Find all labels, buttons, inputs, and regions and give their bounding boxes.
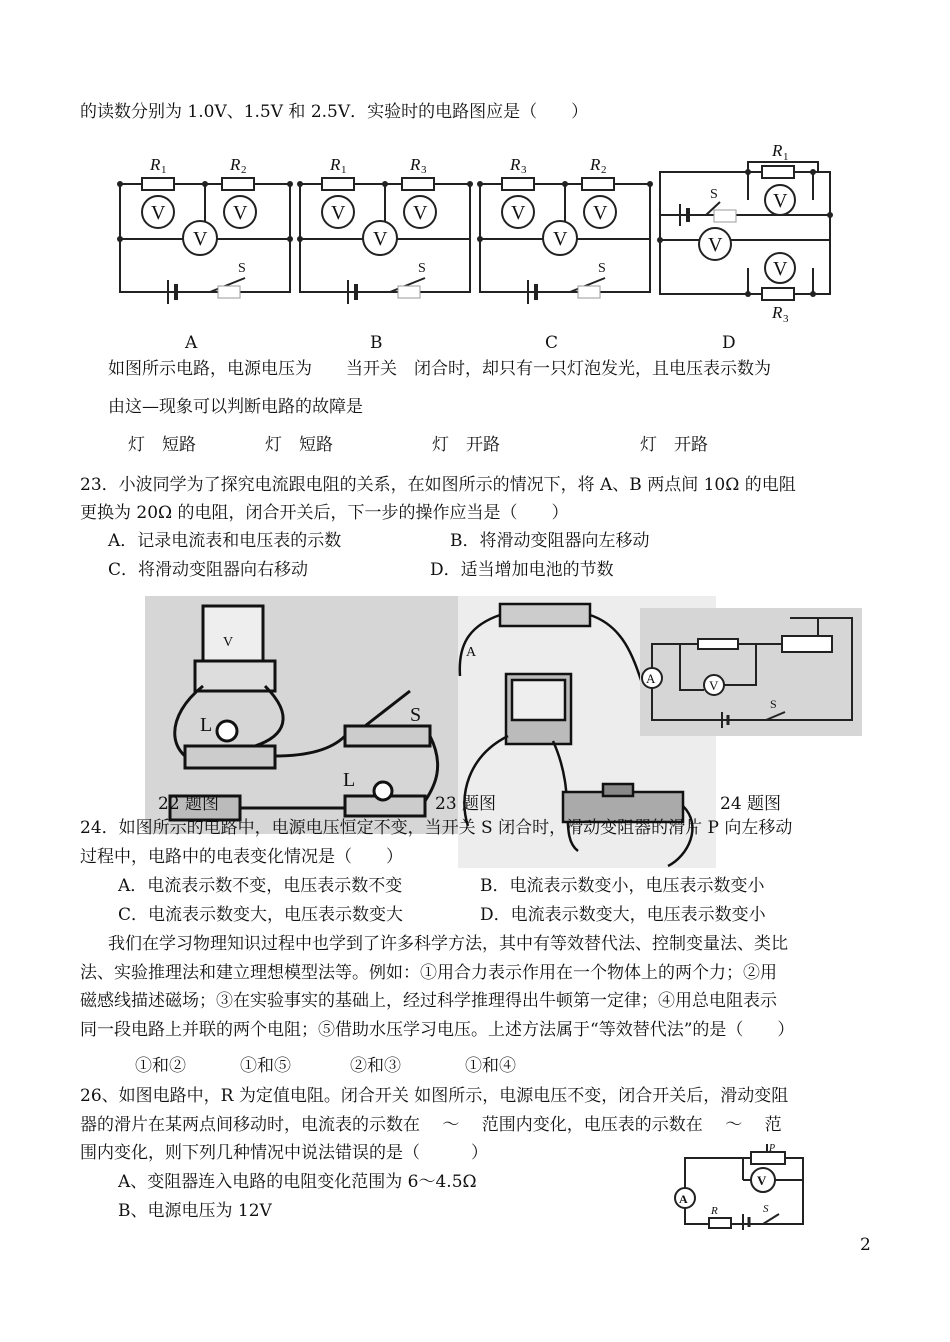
svg-text:3: 3 — [521, 164, 527, 176]
q24-option-d: D．电流表示数变大，电压表示数变小 — [480, 905, 766, 925]
q25-option-b: ①和⑤ — [240, 1056, 291, 1076]
svg-text:V: V — [223, 635, 234, 650]
q21-circuit-figures — [110, 140, 840, 330]
svg-text:1: 1 — [341, 164, 347, 176]
svg-text:3: 3 — [421, 164, 427, 176]
q24-stem-line1: 24．如图所示的电路中，电源电压恒定不变，当开关 S 闭合时，滑动变阻器的滑片 P 向左移动 — [80, 818, 793, 838]
svg-text:1: 1 — [783, 151, 789, 163]
svg-text:S: S — [238, 261, 246, 276]
q23-stem-line1: 23．小波同学为了探究电流跟电阻的关系，在如图所示的情况下，将 A、B 两点间 10Ω 的电阻 — [80, 475, 796, 495]
q21-label-d: D — [722, 333, 736, 353]
q22-option-c: 灯 开路 — [432, 435, 500, 455]
q22-option-d: 灯 开路 — [640, 435, 708, 455]
q26-option-a: A、变阻器连入电路的电阻变化范围为 6～4.5Ω — [118, 1172, 477, 1192]
svg-text:P: P — [769, 1143, 776, 1154]
q26-circuit — [665, 1142, 805, 1230]
svg-text:3: 3 — [783, 313, 789, 325]
q26-line2: 器的滑片在某两点间移动时，电流表的示数在 ～ 范围内变化，电压表的示数在 ～ 范 — [80, 1115, 782, 1135]
q25-option-d: ①和④ — [465, 1056, 516, 1076]
svg-text:R: R — [410, 155, 421, 174]
svg-text:S: S — [770, 697, 777, 711]
svg-text:V: V — [233, 202, 248, 224]
q25-line3: 磁感线描述磁场；③在实验事实的基础上，经过科学推理得出牛顿第一定律；④用总电阻表示 — [80, 991, 777, 1011]
svg-text:L: L — [200, 714, 213, 736]
svg-text:S: S — [710, 187, 718, 202]
figure-22-caption: 22 题图 — [158, 794, 220, 814]
svg-text:R: R — [230, 155, 241, 174]
q25-line2: 法、实验推理法和建立理想模型法等。例如：①用合力表示作用在一个物体上的两个力；②用 — [80, 963, 777, 983]
q22-stem-line2: 由这—现象可以判断电路的故障是 — [108, 397, 363, 417]
svg-text:R: R — [590, 155, 601, 174]
q25-option-c: ②和③ — [350, 1056, 401, 1076]
svg-text:A: A — [646, 671, 656, 686]
q22-stem-line1: 如图所示电路，电源电压为 当开关 闭合时，却只有一只灯泡发光，且电压表示数为 — [108, 359, 771, 379]
svg-text:R: R — [330, 155, 341, 174]
figure-24-circuit — [640, 608, 862, 736]
svg-text:A: A — [679, 1192, 688, 1206]
svg-text:V: V — [331, 202, 346, 224]
svg-text:V: V — [773, 258, 788, 280]
svg-text:V: V — [511, 202, 526, 224]
svg-text:S: S — [418, 261, 426, 276]
svg-text:S: S — [763, 1203, 769, 1215]
svg-text:2: 2 — [601, 164, 607, 176]
q23-option-d: D．适当增加电池的节数 — [430, 560, 614, 580]
q26-line3: 围内变化，则下列几种情况中说法错误的是（ ） — [80, 1143, 488, 1163]
svg-text:V: V — [373, 228, 388, 250]
q21-label-a: A — [185, 333, 198, 353]
q26-line1: 26、如图电路中，R 为定值电阻。闭合开关 如图所示，电源电压不变，闭合开关后，滑动变阻 — [80, 1086, 789, 1106]
svg-text:V: V — [413, 202, 428, 224]
q21-stem: 的读数分别为 1.0V、1.5V 和 2.5V．实验时的电路图应是（ ） — [80, 102, 589, 122]
q25-line1: 我们在学习物理知识过程中也学到了许多科学方法，其中有等效替代法、控制变量法、类比 — [108, 934, 788, 954]
q25-line4: 同一段电路上并联的两个电阻；⑤借助水压学习电压。上述方法属于“等效替代法”的是（ ） — [80, 1020, 795, 1040]
svg-text:V: V — [553, 228, 568, 250]
svg-text:S: S — [598, 261, 606, 276]
q23-stem-line2: 更换为 20Ω 的电阻，闭合开关后，下一步的操作应当是（ ） — [80, 503, 569, 523]
q24-stem-line2: 过程中，电路中的电表变化情况是（ ） — [80, 847, 403, 867]
circuit-d — [660, 162, 830, 300]
figure-24-caption: 24 题图 — [720, 794, 782, 814]
q22-option-b: 灯 短路 — [265, 435, 333, 455]
svg-text:L: L — [343, 769, 356, 791]
q24-option-a: A．电流表示数不变，电压表示数不变 — [118, 876, 403, 896]
svg-text:2: 2 — [241, 164, 247, 176]
page-number: 2 — [860, 1235, 871, 1255]
q23-option-a: A．记录电流表和电压表的示数 — [108, 531, 342, 551]
q25-option-a: ①和② — [135, 1056, 186, 1076]
svg-text:A: A — [466, 645, 477, 660]
svg-text:R: R — [772, 303, 783, 322]
figure-23-caption: 23 题图 — [435, 794, 497, 814]
svg-text:V: V — [151, 202, 166, 224]
q23-option-c: C．将滑动变阻器向右移动 — [108, 560, 309, 580]
svg-text:R: R — [150, 155, 161, 174]
svg-text:R: R — [510, 155, 521, 174]
svg-text:V: V — [709, 678, 719, 693]
q24-option-b: B．电流表示数变小，电压表示数变小 — [480, 876, 765, 896]
svg-text:S: S — [410, 704, 422, 726]
svg-text:R: R — [711, 1205, 718, 1217]
svg-text:V: V — [773, 190, 788, 212]
svg-text:V: V — [593, 202, 608, 224]
q23-option-b: B．将滑动变阻器向左移动 — [450, 531, 650, 551]
q21-label-b: B — [370, 333, 383, 353]
q22-option-a: 灯 短路 — [128, 435, 196, 455]
svg-text:V: V — [757, 1173, 767, 1188]
svg-text:V: V — [193, 228, 208, 250]
svg-text:V: V — [708, 234, 723, 256]
q21-label-c: C — [545, 333, 559, 353]
svg-text:R: R — [772, 141, 783, 160]
q24-option-c: C．电流表示数变大，电压表示数变大 — [118, 905, 404, 925]
q26-option-b: B、电源电压为 12V — [118, 1201, 272, 1221]
svg-text:1: 1 — [161, 164, 167, 176]
